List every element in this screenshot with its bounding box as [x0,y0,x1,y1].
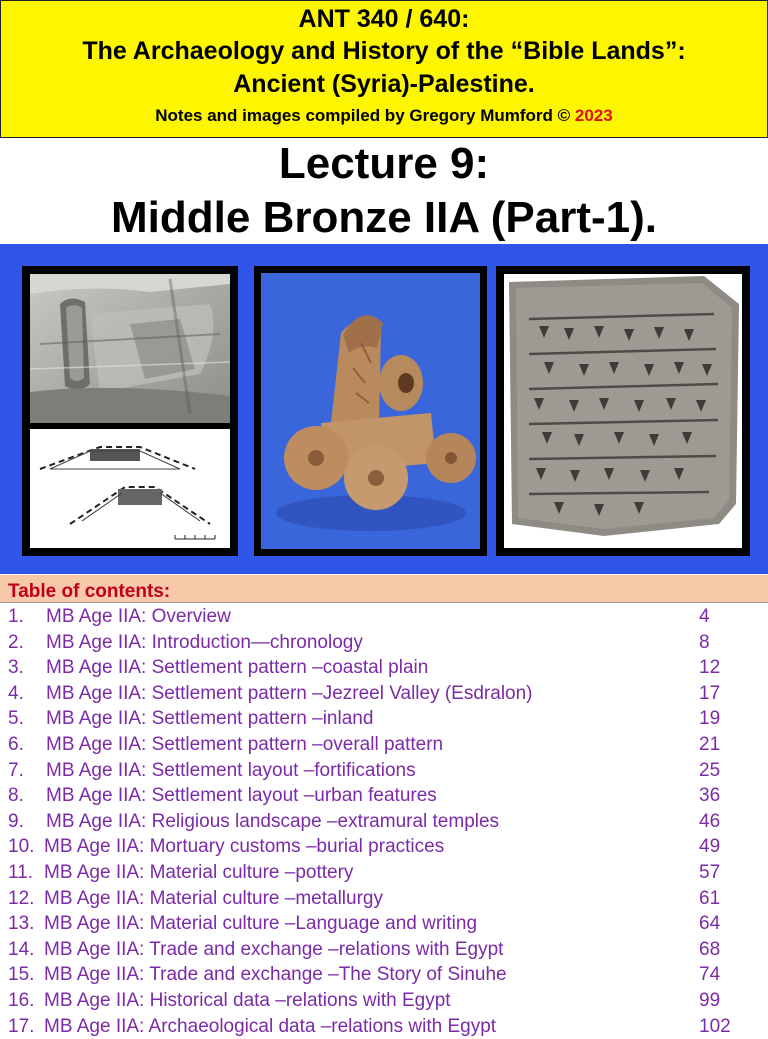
copyright-year: 2023 [575,106,613,125]
toc-item-page: 64 [699,911,720,937]
toc-item-page: 49 [699,834,720,860]
toc-item-page: 68 [699,937,720,963]
toc-item[interactable] [0,681,768,707]
toc-item-page: 12 [699,655,720,681]
toc-item-number: 14. [8,937,34,963]
toc-item-title: MB Age IIA: Material culture –metallurgy [44,886,383,912]
toc-item[interactable] [0,1014,768,1039]
toc-item-page: 61 [699,886,720,912]
toc-item[interactable] [0,962,768,988]
toc-item-page: 46 [699,809,720,835]
toc-title: Table of contents: [8,581,170,603]
toc-item-number: 16. [8,988,34,1014]
toc-item-number: 10. [8,834,34,860]
aerial-site-photo [30,274,230,423]
toc-item-page: 17 [699,681,720,707]
course-title: The Archaeology and History of the “Bible Lands”: [1,39,767,64]
toc-item-number: 5. [8,706,24,732]
toc-item-page: 4 [699,604,710,630]
toc-item[interactable] [0,706,768,732]
toc-item-page: 21 [699,732,720,758]
photo-band [0,244,768,574]
toc-item-number: 12. [8,886,34,912]
toc-item-title: MB Age IIA: Material culture –pottery [44,860,353,886]
credits-line [1,107,767,124]
toc-item-title: MB Age IIA: Material culture –Language and writing [44,911,477,937]
toc-item-number: 9. [8,809,24,835]
rampart-section-drawing [30,429,230,548]
clay-wheeled-model [261,273,480,549]
toc-item-number: 17. [8,1014,34,1039]
toc-item-title: MB Age IIA: Religious landscape –extramural temples [46,809,499,835]
toc-item[interactable] [0,860,768,886]
middle-photo-frame [254,266,487,556]
toc-item-title: MB Age IIA: Settlement pattern –Jezreel Valley (Esdralon) [46,681,533,707]
toc-item[interactable] [0,783,768,809]
course-subtitle: Ancient (Syria)-Palestine. [1,72,767,97]
toc-header [0,575,768,603]
toc-item-title: MB Age IIA: Settlement pattern –coastal plain [46,655,428,681]
toc-item-page: 8 [699,630,710,656]
toc-item[interactable] [0,758,768,784]
right-photo-frame [496,266,750,556]
toc-item-number: 15. [8,962,34,988]
toc-item-title: MB Age IIA: Introduction—chronology [46,630,363,656]
toc-item[interactable] [0,834,768,860]
toc-item[interactable] [0,911,768,937]
toc-item-page: 74 [699,962,720,988]
toc-item-title: MB Age IIA: Overview [46,604,231,630]
toc-item[interactable] [0,988,768,1014]
toc-list [0,604,768,1039]
credits-text: Notes and images compiled by Gregory Mumford © [155,106,570,125]
toc-item[interactable] [0,630,768,656]
toc-item-title: MB Age IIA: Mortuary customs –burial practices [44,834,444,860]
toc-item-number: 3. [8,655,24,681]
toc-item-title: MB Age IIA: Settlement pattern –inland [46,706,373,732]
cuneiform-tablet [504,274,742,548]
toc-item-title: MB Age IIA: Settlement layout –urban features [46,783,437,809]
toc-item[interactable] [0,937,768,963]
toc-item[interactable] [0,886,768,912]
toc-item-page: 19 [699,706,720,732]
toc-item-title: MB Age IIA: Historical data –relations with Egypt [44,988,451,1014]
toc-item-title: MB Age IIA: Archaeological data –relations with Egypt [44,1014,496,1039]
course-code: ANT 340 / 640: [1,7,767,32]
toc-item-number: 13. [8,911,34,937]
left-photo-frame [22,266,238,556]
toc-item-page: 99 [699,988,720,1014]
toc-item-number: 4. [8,681,24,707]
toc-item-page: 25 [699,758,720,784]
toc-item-number: 11. [8,860,33,886]
toc-item-title: MB Age IIA: Settlement pattern –overall pattern [46,732,443,758]
course-header [0,0,768,138]
lecture-number: Lecture 9: [0,142,768,186]
toc-item[interactable] [0,655,768,681]
toc-item-title: MB Age IIA: Settlement layout –fortifications [46,758,416,784]
toc-item-page: 102 [699,1014,731,1039]
toc-item-number: 2. [8,630,24,656]
toc-item-number: 7. [8,758,24,784]
toc-item-number: 8. [8,783,24,809]
toc-item-title: MB Age IIA: Trade and exchange –The Story of Sinuhe [44,962,507,988]
toc-item[interactable] [0,604,768,630]
toc-item-number: 1. [8,604,24,630]
toc-item-page: 57 [699,860,720,886]
lecture-title: Middle Bronze IIA (Part-1). [0,196,768,240]
toc-item-number: 6. [8,732,24,758]
toc-item[interactable] [0,732,768,758]
toc-item-page: 36 [699,783,720,809]
toc-item-title: MB Age IIA: Trade and exchange –relations with Egypt [44,937,503,963]
toc-item[interactable] [0,809,768,835]
